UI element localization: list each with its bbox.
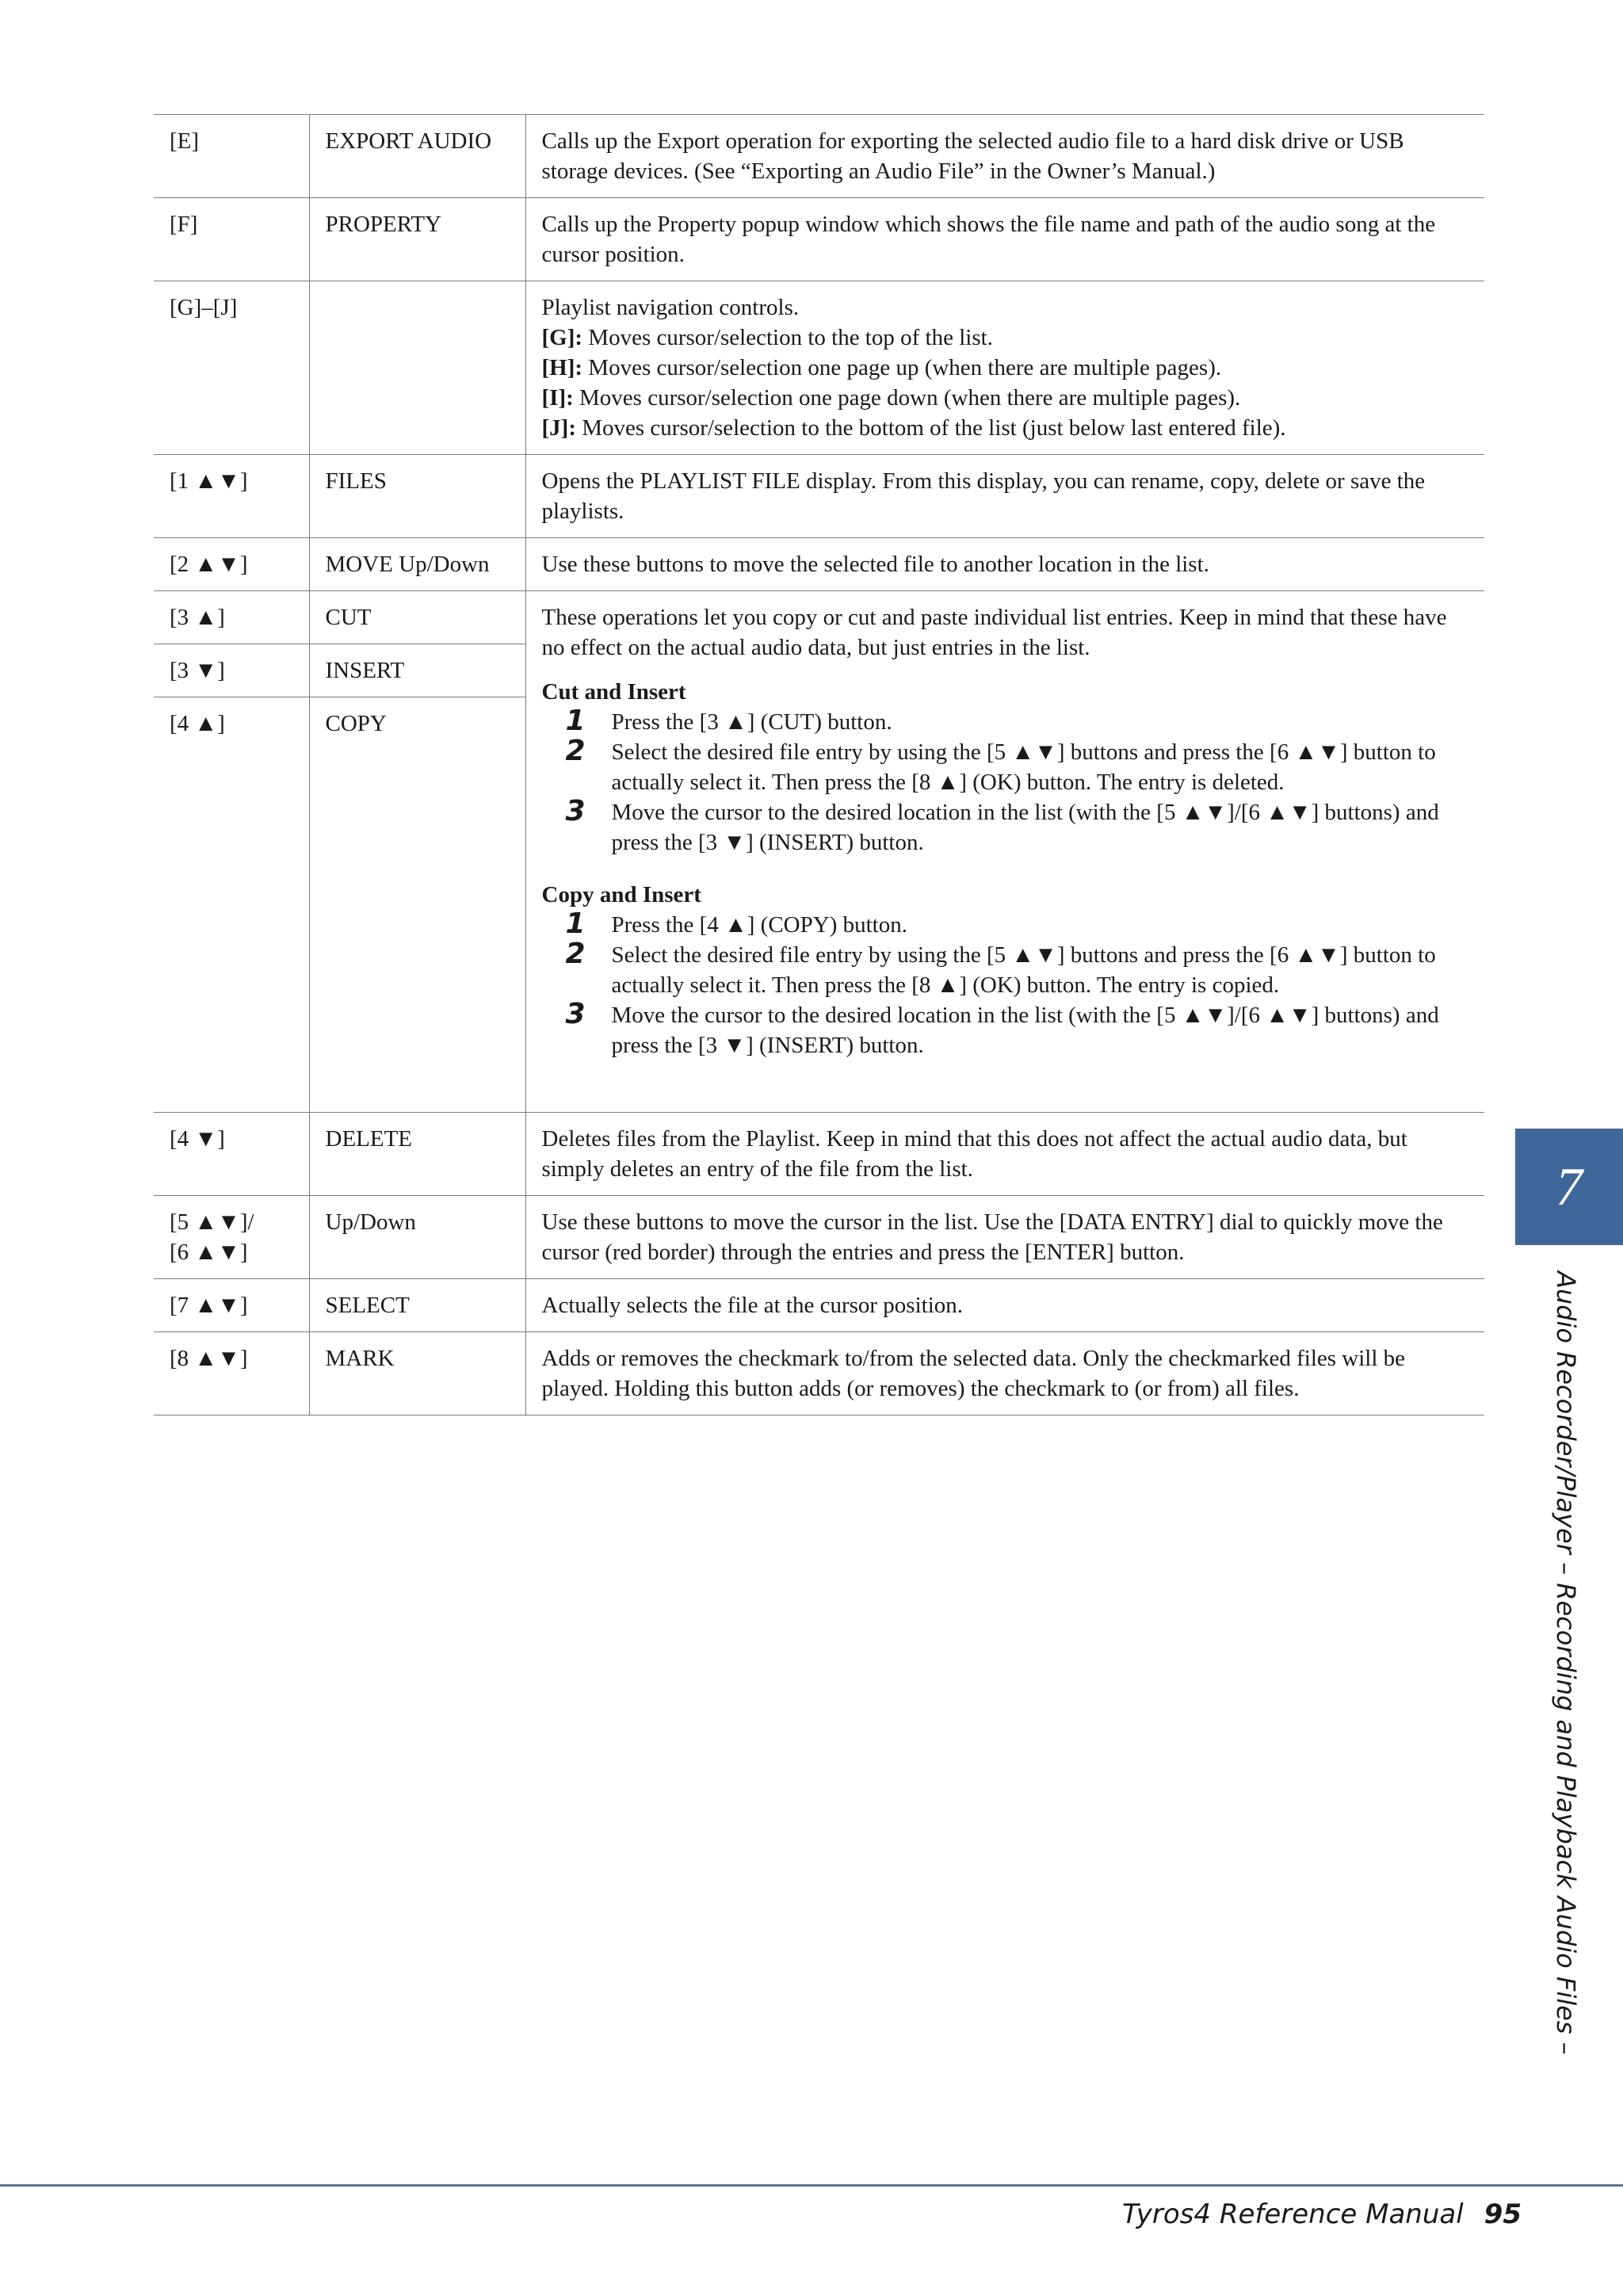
step-item [542,797,1469,858]
step-number: 2 [565,735,586,767]
step-text: Press the [4 ▲] (COPY) button. [611,912,907,938]
function-name: INSERT [309,644,525,697]
function-name [309,281,525,455]
button-key: [7 ▲▼] [154,1279,309,1332]
function-description: Opens the PLAYLIST FILE display. From this display, you can rename, copy, delete or save the playlists. [525,455,1484,538]
step-number: 2 [565,938,586,970]
function-name: SELECT [309,1279,525,1332]
navigation-label: [H]: [541,355,583,380]
step-text: Move the cursor to the desired location in the list (with the [5 ▲▼]/[6 ▲▼] buttons) and press the [3 ▼] (INSERT) button. [611,800,1439,855]
page-footer [1122,2197,1522,2232]
function-description: Calls up the Property popup window which shows the file name and path of the audio song at the cursor position. [525,198,1484,281]
function-description: Use these buttons to move the selected file to another location in the list. [525,538,1484,591]
button-key: [G]–[J] [154,281,309,455]
button-key: [3 ▼] [154,644,309,697]
table-row [154,455,1484,538]
navigation-item [542,323,1469,353]
step-item [542,1000,1469,1060]
copy-insert-steps [542,907,1469,1060]
function-name: MOVE Up/Down [309,538,525,591]
function-name: DELETE [309,1113,525,1196]
step-item [542,907,1469,940]
navigation-label: [I]: [541,385,574,411]
button-key: [8 ▲▼] [154,1332,309,1415]
table-row [154,591,1484,644]
table-row [154,538,1484,591]
step-item [542,737,1469,797]
function-name: PROPERTY [309,198,525,281]
function-name: MARK [309,1332,525,1415]
function-name: CUT [309,591,525,644]
function-description: Actually selects the file at the cursor position. [525,1279,1484,1332]
navigation-intro: Playlist navigation controls. [541,295,800,320]
table-row [154,281,1484,455]
step-number: 3 [565,795,586,827]
function-table [154,114,1484,1415]
navigation-text: Moves cursor/selection to the bottom of the list (just below last entered file). [575,415,1286,441]
button-key: [E] [154,115,309,198]
navigation-text: Moves cursor/selection one page down (when there are multiple pages). [573,385,1241,411]
table-row [154,1332,1484,1415]
button-key: [3 ▲] [154,591,309,644]
step-text: Press the [3 ▲] (CUT) button. [611,709,892,735]
navigation-label: [G]: [541,325,583,350]
navigation-text: Moves cursor/selection one page up (when there are multiple pages). [582,355,1222,380]
manual-title: Tyros4 Reference Manual [1121,2199,1464,2230]
function-name: EXPORT AUDIO [309,115,525,198]
button-key: [1 ▲▼] [154,455,309,538]
footer-rule [0,2184,1623,2187]
editing-intro: These operations let you copy or cut and paste individual list entries. Keep in mind that these have no effect on the actual audio data, but just entries in the list. [541,605,1447,660]
function-description [525,281,1484,455]
button-key: [4 ▼] [154,1113,309,1196]
chapter-title: Audio Recorder/Player – Recording and Playback Audio Files – [1551,1271,1581,2055]
step-number: 3 [565,998,586,1030]
function-description: Deletes files from the Playlist. Keep in mind that this does not affect the actual audio data, but simply deletes an entry of the file from the list. [525,1113,1484,1196]
navigation-label: [J]: [541,415,576,441]
function-name: FILES [309,455,525,538]
button-key: [4 ▲] [154,697,309,1113]
navigation-item [542,353,1469,383]
cut-insert-heading: Cut and Insert [541,679,686,705]
step-item [542,940,1469,1000]
page-number: 95 [1484,2199,1522,2230]
button-key: [F] [154,198,309,281]
step-item [542,707,1469,737]
button-key-line: [6 ▲▼] [170,1240,248,1265]
function-description: Adds or removes the checkmark to/from the selected data. Only the checkmarked files will be played. Holding this button adds (or removes) the checkmark to (or from) all files. [525,1332,1484,1415]
cut-insert-steps [542,707,1469,858]
function-description [525,591,1484,1113]
copy-insert-heading: Copy and Insert [541,882,701,907]
navigation-text: Moves cursor/selection to the top of the list. [582,325,993,350]
function-name: COPY [309,697,525,1113]
function-name: Up/Down [309,1196,525,1279]
navigation-item [542,413,1469,443]
step-number: 1 [565,907,586,940]
step-text: Select the desired file entry by using the [5 ▲▼] buttons and press the [6 ▲▼] button to actually select it. Then press the [8 ▲] (OK) button. The entry is copied. [611,942,1436,998]
table-row [154,1196,1484,1279]
step-number: 1 [565,705,586,737]
table-row [154,115,1484,198]
button-key [154,1196,309,1279]
button-key: [2 ▲▼] [154,538,309,591]
table-row [154,198,1484,281]
step-text: Select the desired file entry by using the [5 ▲▼] buttons and press the [6 ▲▼] button to actually select it. Then press the [8 ▲] (OK) button. The entry is deleted. [611,739,1436,795]
button-key-line: [5 ▲▼]/ [170,1209,254,1235]
chapter-tab: 7 [1515,1129,1623,1245]
navigation-item [542,383,1469,413]
function-description: Use these buttons to move the cursor in the list. Use the [DATA ENTRY] dial to quickly move the cursor (red border) through the entries and press the [ENTER] button. [525,1196,1484,1279]
table-row [154,1113,1484,1196]
step-text: Move the cursor to the desired location in the list (with the [5 ▲▼]/[6 ▲▼] buttons) and press the [3 ▼] (INSERT) button. [611,1003,1439,1058]
function-description: Calls up the Export operation for exporting the selected audio file to a hard disk drive or USB storage devices. (See “Exporting an Audio File” in the Owner’s Manual.) [525,115,1484,198]
table-row [154,1279,1484,1332]
